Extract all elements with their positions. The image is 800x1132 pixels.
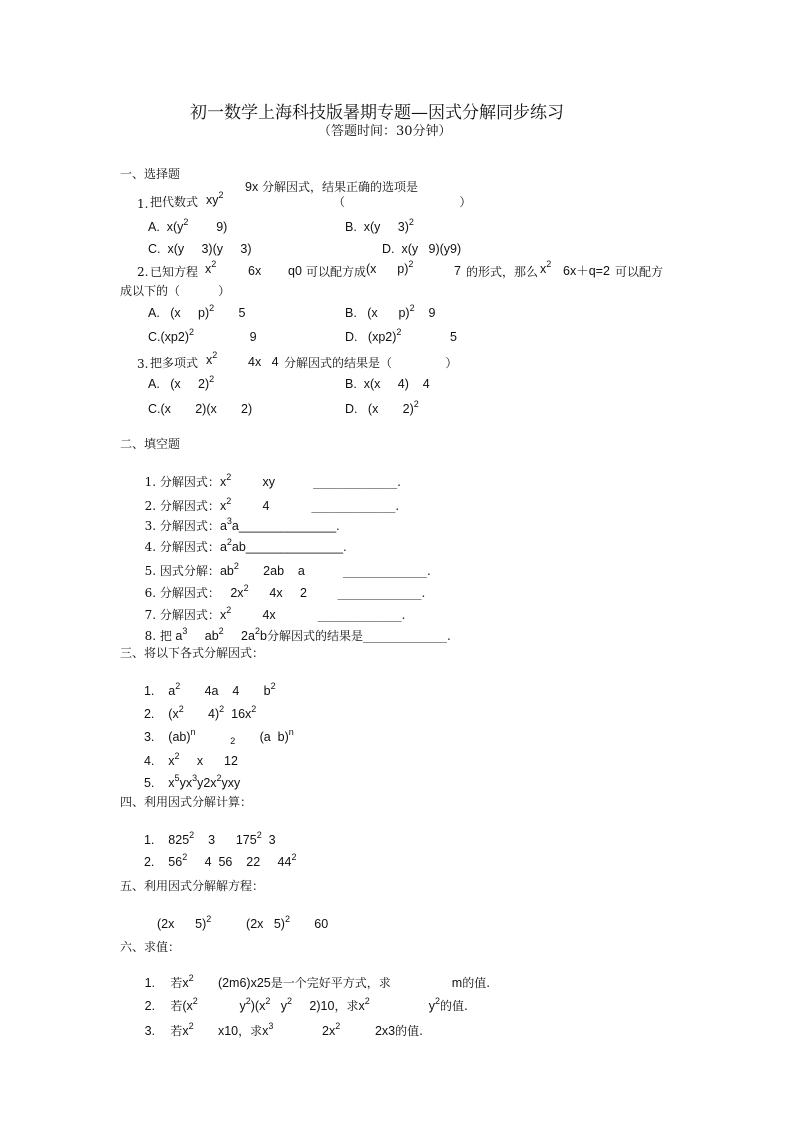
- answer-blank: ______________.: [343, 564, 431, 578]
- item-expr: $a^2ab\_\_\_\_\_\_\_\_\_\_\_\_\_\_$.: [219, 537, 347, 554]
- item-label: 分解因式：: [159, 586, 220, 600]
- item-number: 6.: [144, 586, 157, 600]
- answer-blank: ______________.: [311, 499, 400, 513]
- item-number: 5.: [144, 564, 157, 578]
- option-d: D. $(xp2)^2$ 5: [345, 327, 457, 344]
- q-text: 可以配方: [615, 265, 664, 279]
- item-label: 把: [159, 629, 172, 643]
- answer-blank: ______________.: [317, 608, 406, 622]
- page-title: 初一数学上海科技版暑期专题—因式分解同步练习: [190, 103, 564, 123]
- q-text: 分解因式的结果是（ ）: [284, 356, 458, 370]
- item-expr: $2x^2$ 4x 2: [219, 583, 307, 600]
- fill-item-8: [137, 615, 451, 644]
- factor-item-1: 1. $a^2$ 4a 4 $b^2$: [143, 681, 276, 698]
- answer-blank: ______________.: [337, 586, 426, 600]
- q-expr: 6x: [248, 264, 262, 278]
- section-heading-factor: 三、将以下各式分解因式：: [120, 646, 265, 660]
- section-heading-equation: 五、利用因式分解解方程：: [120, 879, 265, 893]
- q-number: 2.: [137, 265, 149, 279]
- q-expr: q0: [288, 264, 302, 278]
- answer-blank: ______________.: [313, 475, 401, 489]
- item-tail: 分解因式的结果是: [266, 629, 363, 643]
- factor-item-4: 4. $x^2$ x 12: [143, 751, 238, 768]
- option-d: D. (x 2)$^2$: [345, 399, 419, 416]
- q-text: 把多项式: [150, 356, 199, 370]
- item-number: 1.: [144, 475, 157, 489]
- q-expr: (x p)$^2$: [366, 259, 414, 276]
- option-c: C.(x 2)(x 2): [148, 402, 253, 416]
- item-expr: $x^2$ xy: [219, 472, 275, 489]
- evaluate-item-1: 1. 若$x^2$ (2m6)x25是一个完好平方式，求 m的值.: [144, 973, 491, 990]
- item-label: 分解因式：: [159, 540, 220, 554]
- factor-item-5: 5. $x^5yx^3y2x^2yxy$: [143, 773, 241, 790]
- section-heading-evaluate: 六、求值：: [120, 940, 181, 954]
- option-c: C. x(y 3)(y 3): [148, 242, 252, 256]
- item-label: 分解因式：: [159, 475, 220, 489]
- option-b: B. x(x 4) 4: [345, 377, 430, 391]
- item-label: 分解因式：: [159, 519, 220, 533]
- q-text: 分解因式，结果正确的选项是: [262, 180, 419, 194]
- q-text: 把代数式: [150, 195, 199, 209]
- factor-item-3: 3. (ab)$^n$ $_2$ (a b)$^n$: [143, 727, 294, 746]
- answer-paren: （ ）: [333, 195, 472, 209]
- option-c: $C.(xp2)^2$ 9: [148, 327, 257, 344]
- q-expr: 7: [454, 264, 461, 278]
- item-expr: $x^2$ 4x: [219, 605, 276, 622]
- item-number: 8.: [144, 629, 157, 643]
- q-number: 3.: [137, 357, 149, 371]
- option-b: B. x(y 3)$^2$: [345, 217, 414, 234]
- q-expr: $xy^2$: [206, 190, 224, 207]
- item-number: 4.: [144, 540, 157, 554]
- item-label: 分解因式：: [159, 499, 220, 513]
- evaluate-item-2: 2. 若($x^2$ $y^2)(x^2$ $y^2$ 2)10，求$x^2$ $y^2$的值.: [144, 996, 468, 1013]
- option-b: B. (x p)$^2$ 9: [345, 303, 436, 320]
- item-number: 7.: [144, 608, 157, 622]
- q-expr: $x^2$: [206, 350, 218, 367]
- item-label: 因式分解：: [159, 564, 220, 578]
- section-heading-choice: 一、选择题: [120, 167, 181, 181]
- equation: (2x 5)$^2$ (2x 5)$^2$ 60: [156, 914, 329, 931]
- q-number: 1.: [137, 197, 149, 211]
- option-d: D. x(y 9)(y9): [382, 242, 462, 256]
- compute-item-1: 1. $825^2$ 3 $175^2$ 3: [143, 830, 276, 847]
- item-label: 分解因式：: [159, 608, 220, 622]
- q-expr: 9x: [245, 180, 259, 194]
- item-expr: $x^2$ 4: [219, 496, 270, 513]
- evaluate-item-3: 3. 若$x^2$ x10，求$x^3$ $2x^2$ 2x3的值.: [144, 1021, 423, 1038]
- option-a: A. (x p)$^2$ 5: [148, 303, 246, 320]
- compute-item-2: 2. $56^2$ 4 56 22 $44^2$: [143, 852, 297, 869]
- q-text: 可以配方成: [306, 265, 367, 279]
- q-expr: 4x 4: [248, 355, 279, 369]
- q-expr: $x^2$: [540, 259, 552, 276]
- item-expr: $a^3a\_\_\_\_\_\_\_\_\_\_\_\_\_\_$.: [219, 516, 340, 533]
- section-heading-compute: 四、利用因式分解计算：: [120, 795, 253, 809]
- section-heading-fill: 二、填空题: [120, 437, 181, 451]
- item-number: 2.: [144, 499, 157, 513]
- q-expr: 6x＋q=2: [563, 264, 610, 278]
- option-a: A. (x 2)$^2$: [148, 374, 215, 391]
- q-expr: $x^2$: [205, 259, 217, 276]
- item-expr: $a^3$ $ab^2$ $2a^2b$: [175, 626, 267, 643]
- item-expr: $ab^2$ 2ab a: [219, 561, 305, 578]
- q-text-cont: 成以下的（ ）: [120, 284, 231, 298]
- item-number: 3.: [144, 519, 157, 533]
- answer-blank: ______________.: [362, 629, 451, 643]
- factor-item-2: 2. ($x^2$ 4)$^2$ $16x^2$: [143, 704, 257, 721]
- q-text: 已知方程: [150, 265, 199, 279]
- page-subtitle: （答题时间：30分钟）: [318, 124, 452, 139]
- option-a: A. $x(y^2$ 9): [148, 217, 228, 234]
- q-text: 的形式，那么: [466, 265, 539, 279]
